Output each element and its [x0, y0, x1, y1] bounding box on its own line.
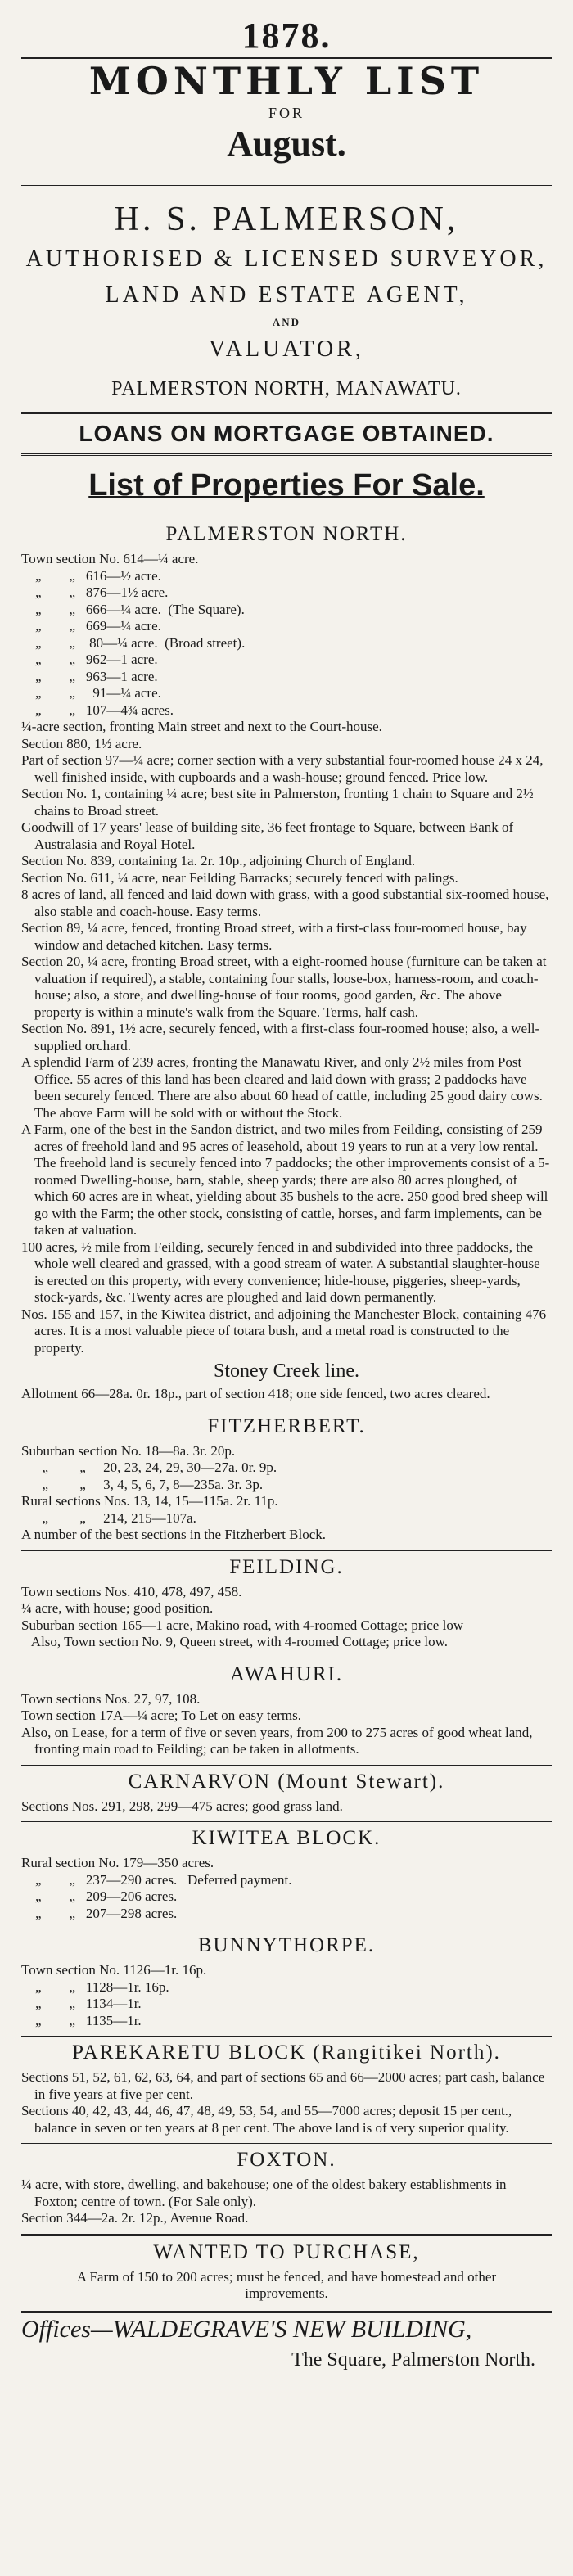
awahuri-list: [21, 1691, 552, 1758]
list-item: „ „ 237—290 acres. Deferred payment.: [21, 1871, 292, 1888]
list-item: ¼ acre, with store, dwelling, and bakehouse; one of the oldest bakery establishments in Foxton; centre of town. (For Sale only).: [21, 2177, 507, 2209]
list-item: „ „ 20, 23, 24, 29, 30—27a. 0r. 9p.: [21, 1459, 277, 1475]
section-heading-feilding: FEILDING.: [229, 1555, 344, 1578]
agent-title-valuator: VALUATOR,: [209, 336, 364, 362]
list-item: Suburban section 165—1 acre, Makino road, with 4-roomed Cottage; price low: [21, 1617, 464, 1633]
list-item: Section No. 1, containing ¼ acre; best site in Palmerston, fronting 1 chain to Square and 2½ chains to Broad street.: [21, 786, 534, 819]
list-item: „ „ 209—206 acres.: [21, 1888, 178, 1904]
list-item: Town sections Nos. 410, 478, 497, 458.: [21, 1583, 242, 1599]
list-item: Section 89, ¼ acre, fenced, fronting Broad street, with a first-class four-roomed house, bay window and detached kitchen. Easy terms.: [21, 920, 527, 953]
list-item: „ „ 1134—1r.: [21, 1996, 142, 2011]
loans-notice: LOANS ON MORTGAGE OBTAINED.: [79, 421, 494, 446]
offices-location: The Square, Palmerston North.: [291, 2348, 535, 2371]
list-item: Suburban section No. 18—8a. 3r. 20p.: [21, 1442, 236, 1459]
divider: [21, 453, 552, 456]
list-item: Town section 17A—¼ acre; To Let on easy terms.: [21, 1708, 301, 1723]
section-heading-palmerston: PALMERSTON NORTH.: [165, 523, 408, 545]
divider: [21, 185, 552, 187]
list-item: Goodwill of 17 years' lease of building site, 36 feet frontage to Square, between Bank of Australasia and Royal Hotel.: [21, 819, 514, 852]
section-heading-carnarvon: CARNARVON (Mount Stewart).: [128, 1770, 445, 1793]
list-item: Section 880, 1½ acre.: [21, 735, 142, 751]
kiwitea-list: [21, 1855, 552, 1922]
wanted-text: A Farm of 150 to 200 acres; must be fenced, and have homestead and other improvements.: [76, 2268, 497, 2301]
list-item: „ „ 80—¼ acre. (Broad street).: [21, 634, 246, 651]
list-item: „ „ 616—½ acre.: [21, 567, 161, 584]
list-item: „ „ 1135—1r.: [21, 2012, 142, 2028]
list-item: Sections 40, 42, 43, 44, 46, 47, 48, 49, 53, 54, and 55—7000 acres; deposit 15 per cent., balance in seven or ten years at 8 per cent. The above land is of very superior quality.: [21, 2103, 512, 2136]
agent-title-land-agent: LAND AND ESTATE AGENT,: [105, 282, 468, 308]
list-item: „ „ 3, 4, 5, 6, 7, 8—235a. 3r. 3p.: [21, 1476, 264, 1492]
feilding-list: [21, 1584, 552, 1651]
list-heading: List of Properties For Sale.: [88, 468, 485, 503]
list-item: „ „ 1128—1r. 16p.: [21, 1978, 169, 1995]
palmerston-list: [21, 551, 552, 1356]
parekaretu-list: [21, 2069, 552, 2136]
agent-title-surveyor: AUTHORISED & LICENSED SURVEYOR,: [25, 246, 548, 272]
agent-place: PALMERSTON NORTH, MANAWATU.: [111, 378, 462, 399]
list-item: Town sections Nos. 27, 97, 108.: [21, 1690, 201, 1707]
offices-address: Offices—WALDEGRAVE'S NEW BUILDING,: [21, 2315, 472, 2343]
section-heading-stoney-creek: Stoney Creek line.: [214, 1360, 359, 1382]
list-item: Sections Nos. 291, 298, 299—475 acres; good grass land.: [21, 1798, 343, 1814]
list-item: „ „ 91—¼ acre.: [21, 685, 161, 701]
section-heading-awahuri: AWAHURI.: [229, 1662, 344, 1685]
list-item: Section No. 891, 1½ acre, securely fenced, with a first-class four-roomed house; also, a well-supplied orchard.: [21, 1021, 540, 1053]
list-item: 8 acres of land, all fenced and laid down with grass, with a good substantial six-roomed house, also stable and coach-house. Easy terms.: [21, 886, 549, 919]
list-item: „ „ 876—1½ acre.: [21, 584, 169, 600]
section-heading-foxton: FOXTON.: [237, 2149, 336, 2171]
list-item: ¼ acre, with house; good position.: [21, 1600, 214, 1616]
list-item: Sections 51, 52, 61, 62, 63, 64, and part of sections 65 and 66—2000 acres; part cash, balance in five years at five per cent.: [21, 2069, 545, 2102]
agent-name: H. S. PALMERSON,: [114, 201, 459, 238]
section-heading-wanted: WANTED TO PURCHASE,: [153, 2240, 420, 2263]
list-item: Section No. 611, ¼ acre, near Feilding Barracks; securely fenced with palings.: [21, 869, 458, 886]
and-label: AND: [272, 316, 301, 328]
list-item: Allotment 66—28a. 0r. 18p., part of section 418; one side fenced, two acres cleared.: [21, 1386, 490, 1401]
list-item: „ „ 207—298 acres.: [21, 1905, 178, 1921]
list-item: Part of section 97—¼ acre; corner section with a very substantial four-roomed house 24 x 24, well finished inside, with cupboards and a wash-house; ground fenced. Price low.: [21, 752, 544, 785]
list-item: Nos. 155 and 157, in the Kiwitea district, and adjoining the Manchester Block, containing 476 acres. It is a most valuable piece of totara bush, and a metal road is constructed to the property.: [21, 1306, 547, 1356]
section-heading-fitzherbert: FITZHERBERT.: [207, 1414, 366, 1437]
list-item: 100 acres, ½ mile from Feilding, securely fenced in and subdivided into three paddocks, the whole well cleared and grassed, with a good stream of water. A substantial slaughter-house is erected on this property, with every convenience; hide-house, piggeries, sheep-yards, stock-yards, &c. Twenty acres are ploughed and laid down permanently.: [21, 1238, 540, 1305]
section-heading-bunnythorpe: BUNNYTHORPE.: [197, 1934, 376, 1956]
list-item: „ „ 669—¼ acre.: [21, 618, 161, 634]
list-item: „ „ 666—¼ acre. (The Square).: [21, 601, 245, 617]
list-item: ¼-acre section, fronting Main street and next to the Court-house.: [21, 719, 382, 734]
list-item: A number of the best sections in the Fitzherbert Block.: [21, 1527, 327, 1542]
list-item: Rural sections Nos. 13, 14, 15—115a. 2r. 11p.: [21, 1493, 278, 1509]
list-item: A splendid Farm of 239 acres, fronting the Manawatu River, and only 2½ miles from Post Office. 55 acres of this land has been cleared and laid down with grass; 2 paddocks have been securely fenced. There are also about 60 head of cattle, including 25 good dairy cows. The above Farm will be sold with or without the Stock.: [21, 1054, 543, 1121]
list-item: Town section No. 614—¼ acre.: [21, 551, 199, 566]
monthly-list-title: MONTHLY LIST: [88, 59, 485, 103]
list-item: „ „ 963—1 acre.: [21, 668, 158, 684]
list-item: A Farm, one of the best in the Sandon district, and two miles from Feilding, consisting of 259 acres of freehold land and 95 acres of leasehold, about 19 years to run at a very low rental. The freehold land is securely fenced into 7 paddocks; the other improvements consist of a 5-roomed Dwelling-house, barn, stable, sheep yards; there are also 80 acres ploughed, of which 60 acres are in wheat, yielding about 35 bushels to the acre. 250 good bred sheep will go with the Farm; the other stock, consisting of cattle, horses, and farm implements, can be taken at valuation.: [21, 1121, 550, 1238]
section-heading-parekaretu: PAREKARETU BLOCK (Rangitikei North).: [72, 2041, 501, 2064]
list-item: Rural section No. 179—350 acres.: [21, 1855, 214, 1870]
year: 1878.: [241, 16, 332, 56]
list-item: Section No. 839, containing 1a. 2r. 10p., adjoining Church of England.: [21, 853, 416, 868]
list-item: „ „ 962—1 acre.: [21, 652, 158, 667]
list-item: Section 344—2a. 2r. 12p., Avenue Road.: [21, 2210, 249, 2226]
list-item: „ „ 107—4¾ acres.: [21, 702, 174, 718]
fitzherbert-list: [21, 1443, 552, 1544]
section-heading-kiwitea: KIWITEA BLOCK.: [192, 1827, 381, 1849]
for-label: FOR: [268, 105, 305, 121]
month-title: August.: [227, 124, 346, 164]
bunnythorpe-list: [21, 1962, 552, 2029]
list-item: Also, on Lease, for a term of five or seven years, from 200 to 275 acres of good wheat land, fronting main road to Feilding; can be taken in allotments.: [21, 1724, 533, 1757]
list-item: Town section No. 1126—1r. 16p.: [21, 1962, 207, 1978]
list-item: „ „ 214, 215—107a.: [21, 1509, 196, 1526]
list-item: Also, Town section No. 9, Queen street, with 4-roomed Cottage; price low.: [21, 1634, 448, 1649]
foxton-list: [21, 2177, 552, 2227]
list-item: Section 20, ¼ acre, fronting Broad street, with a eight-roomed house (furniture can be taken at valuation if required), a stable, containing four stalls, loose-box, harness-room, and coach-house; also, a store, and dwelling-house of four rooms, good garden, &c. The above property is within a minute's walk from the Square. Terms, half cash.: [21, 954, 547, 1020]
